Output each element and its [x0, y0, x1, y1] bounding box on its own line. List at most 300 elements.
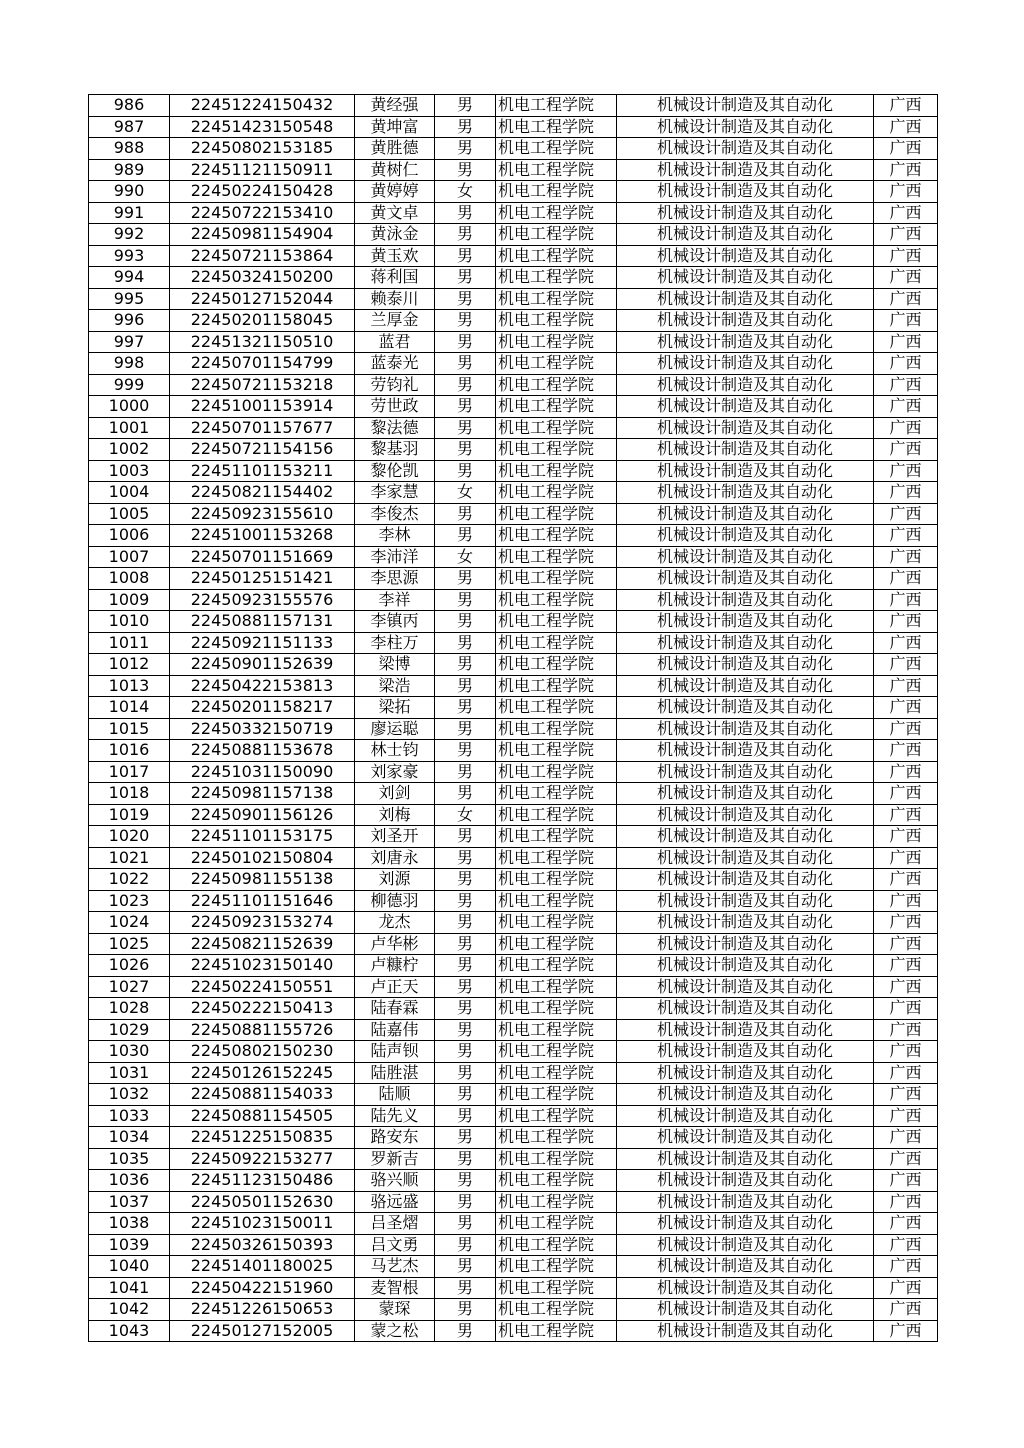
major-cell: 机械设计制造及其自动化: [617, 976, 874, 998]
province-cell: 广西: [874, 245, 938, 267]
table-row: [89, 1041, 938, 1063]
major-cell: 机械设计制造及其自动化: [617, 632, 874, 654]
province-cell: 广西: [874, 1148, 938, 1170]
school-cell: 机电工程学院: [496, 202, 617, 224]
major-cell: 机械设计制造及其自动化: [617, 95, 874, 117]
school-cell: 机电工程学院: [496, 611, 617, 633]
school-cell: 机电工程学院: [496, 439, 617, 461]
province-cell: 广西: [874, 95, 938, 117]
name-cell: 吕文勇: [355, 1234, 435, 1256]
gender-cell: 男: [435, 267, 496, 289]
gender-cell: 男: [435, 460, 496, 482]
province-cell: 广西: [874, 1170, 938, 1192]
student-id-cell: 22450501152630: [170, 1191, 355, 1213]
table-row: [89, 589, 938, 611]
gender-cell: 男: [435, 933, 496, 955]
table-row: [89, 95, 938, 117]
gender-cell: 男: [435, 654, 496, 676]
name-cell: 黄婷婷: [355, 181, 435, 203]
name-cell: 黄泳金: [355, 224, 435, 246]
province-cell: 广西: [874, 460, 938, 482]
name-cell: 李沛洋: [355, 546, 435, 568]
student-id-cell: 22451031150090: [170, 761, 355, 783]
province-cell: 广西: [874, 116, 938, 138]
seq-cell: 992: [89, 224, 170, 246]
student-id-cell: 22450224150551: [170, 976, 355, 998]
gender-cell: 男: [435, 1299, 496, 1321]
table-row: [89, 138, 938, 160]
gender-cell: 男: [435, 890, 496, 912]
table-row: [89, 804, 938, 826]
school-cell: 机电工程学院: [496, 654, 617, 676]
major-cell: 机械设计制造及其自动化: [617, 890, 874, 912]
major-cell: 机械设计制造及其自动化: [617, 1019, 874, 1041]
roster-table: [88, 94, 938, 1342]
student-id-cell: 22451225150835: [170, 1127, 355, 1149]
major-cell: 机械设计制造及其自动化: [617, 1041, 874, 1063]
school-cell: 机电工程学院: [496, 1213, 617, 1235]
table-row: [89, 1062, 938, 1084]
province-cell: 广西: [874, 869, 938, 891]
seq-cell: 1031: [89, 1062, 170, 1084]
name-cell: 卢糠柠: [355, 955, 435, 977]
student-id-cell: 22450222150413: [170, 998, 355, 1020]
name-cell: 陆声钡: [355, 1041, 435, 1063]
table-row: [89, 159, 938, 181]
table-row: [89, 1084, 938, 1106]
table-row: [89, 1148, 938, 1170]
seq-cell: 1033: [89, 1105, 170, 1127]
school-cell: 机电工程学院: [496, 1170, 617, 1192]
major-cell: 机械设计制造及其自动化: [617, 783, 874, 805]
gender-cell: 男: [435, 675, 496, 697]
gender-cell: 男: [435, 503, 496, 525]
major-cell: 机械设计制造及其自动化: [617, 525, 874, 547]
name-cell: 蒋利国: [355, 267, 435, 289]
table-row: [89, 697, 938, 719]
province-cell: 广西: [874, 1277, 938, 1299]
province-cell: 广西: [874, 202, 938, 224]
table-row: [89, 740, 938, 762]
name-cell: 黎伦凯: [355, 460, 435, 482]
province-cell: 广西: [874, 912, 938, 934]
student-id-cell: 22450821152639: [170, 933, 355, 955]
table-row: [89, 460, 938, 482]
school-cell: 机电工程学院: [496, 546, 617, 568]
seq-cell: 1027: [89, 976, 170, 998]
name-cell: 卢正天: [355, 976, 435, 998]
name-cell: 赖泰川: [355, 288, 435, 310]
student-id-cell: 22451023150140: [170, 955, 355, 977]
province-cell: 广西: [874, 1041, 938, 1063]
gender-cell: 女: [435, 546, 496, 568]
seq-cell: 1007: [89, 546, 170, 568]
table-row: [89, 675, 938, 697]
province-cell: 广西: [874, 1062, 938, 1084]
province-cell: 广西: [874, 1019, 938, 1041]
gender-cell: 男: [435, 847, 496, 869]
name-cell: 廖运聪: [355, 718, 435, 740]
student-id-cell: 22450701154799: [170, 353, 355, 375]
student-id-cell: 22451401180025: [170, 1256, 355, 1278]
school-cell: 机电工程学院: [496, 976, 617, 998]
school-cell: 机电工程学院: [496, 181, 617, 203]
gender-cell: 男: [435, 912, 496, 934]
province-cell: 广西: [874, 1320, 938, 1342]
seq-cell: 996: [89, 310, 170, 332]
school-cell: 机电工程学院: [496, 331, 617, 353]
major-cell: 机械设计制造及其自动化: [617, 159, 874, 181]
gender-cell: 男: [435, 976, 496, 998]
student-id-cell: 22450722153410: [170, 202, 355, 224]
major-cell: 机械设计制造及其自动化: [617, 267, 874, 289]
province-cell: 广西: [874, 396, 938, 418]
student-id-cell: 22450981157138: [170, 783, 355, 805]
student-id-cell: 22450981155138: [170, 869, 355, 891]
gender-cell: 男: [435, 224, 496, 246]
school-cell: 机电工程学院: [496, 525, 617, 547]
student-id-cell: 22450201158217: [170, 697, 355, 719]
major-cell: 机械设计制造及其自动化: [617, 1170, 874, 1192]
major-cell: 机械设计制造及其自动化: [617, 589, 874, 611]
name-cell: 龙杰: [355, 912, 435, 934]
name-cell: 蒙之松: [355, 1320, 435, 1342]
major-cell: 机械设计制造及其自动化: [617, 568, 874, 590]
seq-cell: 993: [89, 245, 170, 267]
school-cell: 机电工程学院: [496, 804, 617, 826]
province-cell: 广西: [874, 417, 938, 439]
gender-cell: 女: [435, 482, 496, 504]
major-cell: 机械设计制造及其自动化: [617, 116, 874, 138]
school-cell: 机电工程学院: [496, 1127, 617, 1149]
seq-cell: 1004: [89, 482, 170, 504]
table-row: [89, 1170, 938, 1192]
province-cell: 广西: [874, 783, 938, 805]
student-id-cell: 22450922153277: [170, 1148, 355, 1170]
major-cell: 机械设计制造及其自动化: [617, 353, 874, 375]
seq-cell: 1040: [89, 1256, 170, 1278]
seq-cell: 1016: [89, 740, 170, 762]
school-cell: 机电工程学院: [496, 1299, 617, 1321]
school-cell: 机电工程学院: [496, 1191, 617, 1213]
province-cell: 广西: [874, 439, 938, 461]
major-cell: 机械设计制造及其自动化: [617, 396, 874, 418]
gender-cell: 男: [435, 826, 496, 848]
gender-cell: 男: [435, 568, 496, 590]
student-id-cell: 22450881155726: [170, 1019, 355, 1041]
seq-cell: 1017: [89, 761, 170, 783]
name-cell: 吕圣熠: [355, 1213, 435, 1235]
school-cell: 机电工程学院: [496, 912, 617, 934]
student-id-cell: 22451001153914: [170, 396, 355, 418]
major-cell: 机械设计制造及其自动化: [617, 654, 874, 676]
name-cell: 卢华彬: [355, 933, 435, 955]
table-row: [89, 1019, 938, 1041]
seq-cell: 987: [89, 116, 170, 138]
province-cell: 广西: [874, 890, 938, 912]
gender-cell: 男: [435, 353, 496, 375]
gender-cell: 男: [435, 417, 496, 439]
major-cell: 机械设计制造及其自动化: [617, 761, 874, 783]
major-cell: 机械设计制造及其自动化: [617, 546, 874, 568]
gender-cell: 男: [435, 116, 496, 138]
student-id-cell: 22450981154904: [170, 224, 355, 246]
province-cell: 广西: [874, 1256, 938, 1278]
name-cell: 刘剑: [355, 783, 435, 805]
table-row: [89, 1213, 938, 1235]
seq-cell: 989: [89, 159, 170, 181]
province-cell: 广西: [874, 1105, 938, 1127]
student-id-cell: 22450923155576: [170, 589, 355, 611]
seq-cell: 1036: [89, 1170, 170, 1192]
table-row: [89, 224, 938, 246]
major-cell: 机械设计制造及其自动化: [617, 826, 874, 848]
student-id-cell: 22450721153864: [170, 245, 355, 267]
student-id-cell: 22451123150486: [170, 1170, 355, 1192]
school-cell: 机电工程学院: [496, 310, 617, 332]
table-row: [89, 482, 938, 504]
province-cell: 广西: [874, 353, 938, 375]
seq-cell: 1026: [89, 955, 170, 977]
gender-cell: 男: [435, 374, 496, 396]
school-cell: 机电工程学院: [496, 998, 617, 1020]
name-cell: 李柱万: [355, 632, 435, 654]
name-cell: 柳德羽: [355, 890, 435, 912]
student-id-cell: 22450802150230: [170, 1041, 355, 1063]
name-cell: 李镇丙: [355, 611, 435, 633]
name-cell: 陆顺: [355, 1084, 435, 1106]
gender-cell: 女: [435, 804, 496, 826]
student-id-cell: 22450881153678: [170, 740, 355, 762]
name-cell: 梁浩: [355, 675, 435, 697]
major-cell: 机械设计制造及其自动化: [617, 374, 874, 396]
school-cell: 机电工程学院: [496, 675, 617, 697]
name-cell: 刘源: [355, 869, 435, 891]
province-cell: 广西: [874, 804, 938, 826]
student-id-cell: 22450721153218: [170, 374, 355, 396]
gender-cell: 男: [435, 1148, 496, 1170]
major-cell: 机械设计制造及其自动化: [617, 181, 874, 203]
table-row: [89, 1234, 938, 1256]
seq-cell: 1038: [89, 1213, 170, 1235]
major-cell: 机械设计制造及其自动化: [617, 138, 874, 160]
school-cell: 机电工程学院: [496, 1019, 617, 1041]
name-cell: 刘梅: [355, 804, 435, 826]
seq-cell: 1028: [89, 998, 170, 1020]
major-cell: 机械设计制造及其自动化: [617, 998, 874, 1020]
major-cell: 机械设计制造及其自动化: [617, 417, 874, 439]
major-cell: 机械设计制造及其自动化: [617, 1234, 874, 1256]
gender-cell: 男: [435, 159, 496, 181]
province-cell: 广西: [874, 1084, 938, 1106]
student-id-cell: 22450901156126: [170, 804, 355, 826]
table-row: [89, 1277, 938, 1299]
name-cell: 兰厚金: [355, 310, 435, 332]
province-cell: 广西: [874, 826, 938, 848]
seq-cell: 1032: [89, 1084, 170, 1106]
school-cell: 机电工程学院: [496, 116, 617, 138]
name-cell: 马艺杰: [355, 1256, 435, 1278]
gender-cell: 男: [435, 998, 496, 1020]
province-cell: 广西: [874, 611, 938, 633]
gender-cell: 男: [435, 1105, 496, 1127]
gender-cell: 男: [435, 95, 496, 117]
major-cell: 机械设计制造及其自动化: [617, 288, 874, 310]
major-cell: 机械设计制造及其自动化: [617, 955, 874, 977]
gender-cell: 男: [435, 955, 496, 977]
gender-cell: 男: [435, 740, 496, 762]
name-cell: 劳钧礼: [355, 374, 435, 396]
name-cell: 李俊杰: [355, 503, 435, 525]
student-id-cell: 22450923153274: [170, 912, 355, 934]
table-row: [89, 288, 938, 310]
gender-cell: 男: [435, 245, 496, 267]
major-cell: 机械设计制造及其自动化: [617, 503, 874, 525]
student-id-cell: 22451001153268: [170, 525, 355, 547]
name-cell: 蓝君: [355, 331, 435, 353]
student-id-cell: 22450422151960: [170, 1277, 355, 1299]
table-row: [89, 331, 938, 353]
school-cell: 机电工程学院: [496, 890, 617, 912]
province-cell: 广西: [874, 224, 938, 246]
seq-cell: 986: [89, 95, 170, 117]
student-id-cell: 22450821154402: [170, 482, 355, 504]
province-cell: 广西: [874, 976, 938, 998]
student-id-cell: 22450127152005: [170, 1320, 355, 1342]
school-cell: 机电工程学院: [496, 761, 617, 783]
name-cell: 黎基羽: [355, 439, 435, 461]
gender-cell: 男: [435, 1127, 496, 1149]
gender-cell: 男: [435, 1062, 496, 1084]
province-cell: 广西: [874, 632, 938, 654]
seq-cell: 988: [89, 138, 170, 160]
name-cell: 劳世政: [355, 396, 435, 418]
province-cell: 广西: [874, 482, 938, 504]
province-cell: 广西: [874, 267, 938, 289]
name-cell: 林士钧: [355, 740, 435, 762]
seq-cell: 1015: [89, 718, 170, 740]
school-cell: 机电工程学院: [496, 417, 617, 439]
table-row: [89, 245, 938, 267]
major-cell: 机械设计制造及其自动化: [617, 1191, 874, 1213]
seq-cell: 1035: [89, 1148, 170, 1170]
seq-cell: 1019: [89, 804, 170, 826]
school-cell: 机电工程学院: [496, 568, 617, 590]
school-cell: 机电工程学院: [496, 1320, 617, 1342]
gender-cell: 男: [435, 1191, 496, 1213]
student-id-cell: 22450125151421: [170, 568, 355, 590]
seq-cell: 1009: [89, 589, 170, 611]
gender-cell: 男: [435, 589, 496, 611]
student-id-cell: 22450701151669: [170, 546, 355, 568]
gender-cell: 男: [435, 288, 496, 310]
table-row: [89, 1299, 938, 1321]
name-cell: 刘唐永: [355, 847, 435, 869]
student-id-cell: 22451226150653: [170, 1299, 355, 1321]
student-id-cell: 22450422153813: [170, 675, 355, 697]
gender-cell: 男: [435, 761, 496, 783]
student-id-cell: 22450923155610: [170, 503, 355, 525]
major-cell: 机械设计制造及其自动化: [617, 224, 874, 246]
school-cell: 机电工程学院: [496, 1105, 617, 1127]
table-row: [89, 1127, 938, 1149]
school-cell: 机电工程学院: [496, 374, 617, 396]
seq-cell: 999: [89, 374, 170, 396]
province-cell: 广西: [874, 718, 938, 740]
student-id-cell: 22451101151646: [170, 890, 355, 912]
major-cell: 机械设计制造及其自动化: [617, 1127, 874, 1149]
name-cell: 陆先义: [355, 1105, 435, 1127]
major-cell: 机械设计制造及其自动化: [617, 1277, 874, 1299]
seq-cell: 997: [89, 331, 170, 353]
table-row: [89, 654, 938, 676]
seq-cell: 1039: [89, 1234, 170, 1256]
gender-cell: 男: [435, 331, 496, 353]
gender-cell: 男: [435, 1213, 496, 1235]
gender-cell: 男: [435, 202, 496, 224]
table-row: [89, 912, 938, 934]
student-id-cell: 22450881154505: [170, 1105, 355, 1127]
seq-cell: 1018: [89, 783, 170, 805]
name-cell: 黄胜德: [355, 138, 435, 160]
name-cell: 蓝泰光: [355, 353, 435, 375]
student-id-cell: 22450102150804: [170, 847, 355, 869]
seq-cell: 1020: [89, 826, 170, 848]
seq-cell: 1037: [89, 1191, 170, 1213]
name-cell: 骆兴顺: [355, 1170, 435, 1192]
name-cell: 梁拓: [355, 697, 435, 719]
province-cell: 广西: [874, 310, 938, 332]
province-cell: 广西: [874, 675, 938, 697]
school-cell: 机电工程学院: [496, 783, 617, 805]
table-row: [89, 546, 938, 568]
table-row: [89, 116, 938, 138]
seq-cell: 990: [89, 181, 170, 203]
table-row: [89, 525, 938, 547]
major-cell: 机械设计制造及其自动化: [617, 1213, 874, 1235]
student-id-cell: 22450126152245: [170, 1062, 355, 1084]
name-cell: 罗新吉: [355, 1148, 435, 1170]
name-cell: 路安东: [355, 1127, 435, 1149]
school-cell: 机电工程学院: [496, 224, 617, 246]
school-cell: 机电工程学院: [496, 95, 617, 117]
gender-cell: 男: [435, 1234, 496, 1256]
province-cell: 广西: [874, 761, 938, 783]
school-cell: 机电工程学院: [496, 138, 617, 160]
gender-cell: 男: [435, 718, 496, 740]
table-row: [89, 267, 938, 289]
table-row: [89, 353, 938, 375]
table-row: [89, 826, 938, 848]
major-cell: 机械设计制造及其自动化: [617, 697, 874, 719]
seq-cell: 998: [89, 353, 170, 375]
table-row: [89, 761, 938, 783]
province-cell: 广西: [874, 568, 938, 590]
school-cell: 机电工程学院: [496, 159, 617, 181]
gender-cell: 男: [435, 869, 496, 891]
seq-cell: 1002: [89, 439, 170, 461]
table-row: [89, 417, 938, 439]
major-cell: 机械设计制造及其自动化: [617, 1299, 874, 1321]
province-cell: 广西: [874, 589, 938, 611]
province-cell: 广西: [874, 955, 938, 977]
province-cell: 广西: [874, 654, 938, 676]
gender-cell: 男: [435, 525, 496, 547]
table-row: [89, 718, 938, 740]
school-cell: 机电工程学院: [496, 288, 617, 310]
province-cell: 广西: [874, 138, 938, 160]
name-cell: 骆远盛: [355, 1191, 435, 1213]
